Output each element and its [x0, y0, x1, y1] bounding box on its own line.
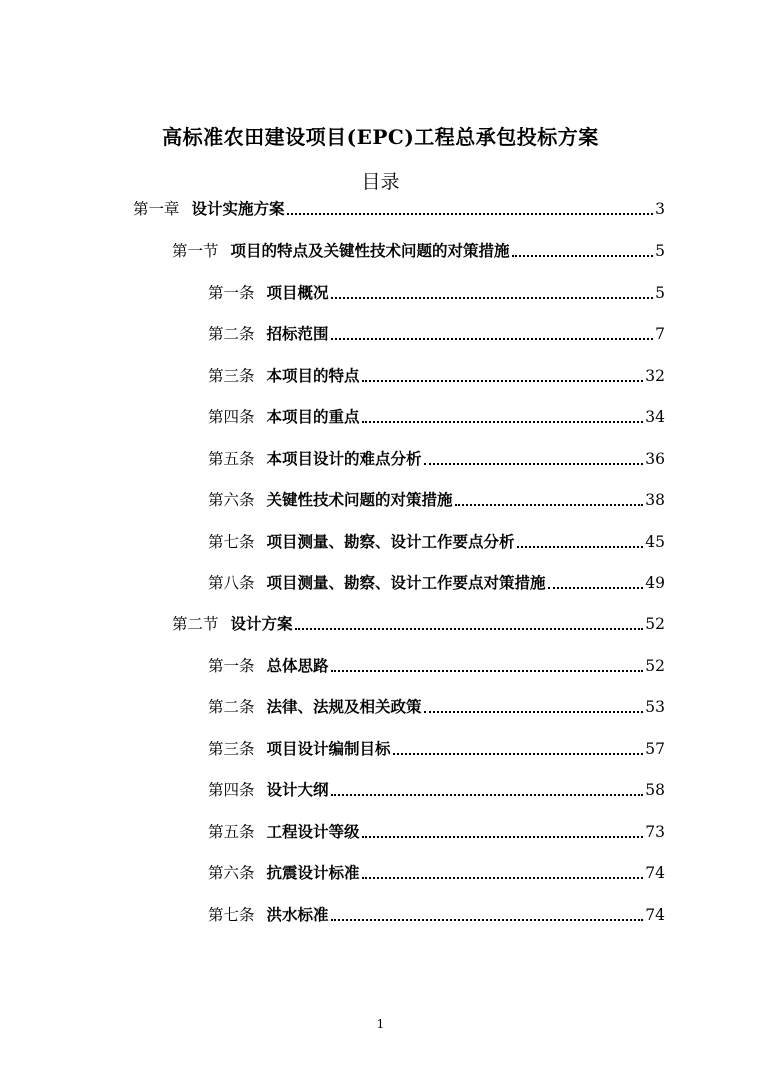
- toc-entry-page: 32: [645, 367, 665, 385]
- toc-entry-number: 第六条: [208, 491, 255, 509]
- toc-entry-number: 第四条: [208, 408, 255, 426]
- toc-entry-number: 第三条: [208, 740, 255, 758]
- toc-dot-leader: [393, 753, 644, 755]
- toc-entry-number: 第七条: [208, 906, 255, 924]
- toc-heading: 目录: [361, 171, 400, 193]
- toc-entry-page: 36: [645, 450, 665, 468]
- toc-entry-label: 本项目的重点: [266, 407, 360, 426]
- toc-entry-label: 设计实施方案: [191, 199, 285, 218]
- toc-entry-number: 第七条: [208, 533, 255, 551]
- toc-entry-section[interactable]: [172, 240, 665, 262]
- document-title: 高标准农田建设项目(EPC)工程总承包投标方案: [162, 125, 599, 149]
- toc-entry-label: 项目测量、勘察、设计工作要点对策措施: [266, 573, 546, 592]
- toc-entry-label: 本项目设计的难点分析: [266, 449, 422, 468]
- toc-dot-leader: [331, 670, 644, 672]
- toc-dot-leader: [424, 463, 644, 465]
- toc-entry-article[interactable]: [208, 779, 665, 801]
- toc-entry-label: 项目的特点及关键性技术问题的对策措施: [230, 241, 510, 260]
- toc-dot-leader: [287, 213, 654, 215]
- toc-entry-article[interactable]: [208, 821, 665, 843]
- toc-entry-number: 第一章: [133, 200, 180, 218]
- toc-dot-leader: [362, 877, 644, 879]
- toc-entry-page: 52: [645, 615, 665, 633]
- toc-entry-section[interactable]: [172, 613, 665, 635]
- toc-entry-page: 58: [645, 781, 665, 799]
- toc-dot-leader: [517, 546, 644, 548]
- toc-entry-label: 洪水标准: [266, 905, 329, 924]
- toc-entry-number: 第四条: [208, 781, 255, 799]
- page-number: 1: [376, 1017, 385, 1031]
- toc-entry-article[interactable]: [208, 904, 665, 926]
- toc-entry-article[interactable]: [208, 489, 665, 511]
- toc-dot-leader: [512, 255, 654, 257]
- toc-entry-page: 38: [645, 491, 665, 509]
- toc-entry-article[interactable]: [208, 406, 665, 428]
- toc-entry-article[interactable]: [208, 323, 665, 345]
- toc-entry-article[interactable]: [208, 738, 665, 760]
- toc-entry-number: 第一条: [208, 657, 255, 675]
- toc-entry-number: 第五条: [208, 450, 255, 468]
- toc-dot-leader: [455, 504, 644, 506]
- toc-entry-page: 73: [645, 823, 665, 841]
- toc-dot-leader: [331, 919, 644, 921]
- toc-entry-label: 设计方案: [230, 614, 293, 633]
- toc-entry-article[interactable]: [208, 448, 665, 470]
- toc-entry-article[interactable]: [208, 365, 665, 387]
- toc-dot-leader: [362, 836, 644, 838]
- toc-entry-page: 34: [645, 408, 665, 426]
- toc-entry-label: 总体思路: [266, 656, 329, 675]
- toc-entry-article[interactable]: [208, 282, 665, 304]
- toc-entry-page: 53: [645, 698, 665, 716]
- toc-entry-label: 项目测量、勘察、设计工作要点分析: [266, 532, 515, 551]
- toc-dot-leader: [331, 338, 654, 340]
- toc-dot-leader: [295, 628, 644, 630]
- toc-dot-leader: [331, 297, 654, 299]
- toc-entry-article[interactable]: [208, 572, 665, 594]
- toc-entry-label: 设计大纲: [266, 780, 329, 799]
- toc-entry-page: 57: [645, 740, 665, 758]
- toc-entry-label: 关键性技术问题的对策措施: [266, 490, 453, 509]
- toc-entry-number: 第一条: [208, 284, 255, 302]
- toc-entry-label: 项目设计编制目标: [266, 739, 391, 758]
- toc-entry-page: 49: [645, 574, 665, 592]
- toc-entry-number: 第三条: [208, 367, 255, 385]
- toc-entry-number: 第二条: [208, 325, 255, 343]
- toc-entry-page: 74: [645, 864, 665, 882]
- toc-dot-leader: [362, 380, 644, 382]
- toc-entry-number: 第六条: [208, 864, 255, 882]
- toc-entry-label: 本项目的特点: [266, 366, 360, 385]
- toc-entry-number: 第五条: [208, 823, 255, 841]
- toc-entry-page: 52: [645, 657, 665, 675]
- toc-entry-number: 第二节: [172, 615, 219, 633]
- toc-entry-label: 招标范围: [266, 324, 329, 343]
- toc-entry-article[interactable]: [208, 862, 665, 884]
- toc-entry-number: 第八条: [208, 574, 255, 592]
- toc-entry-page: 5: [655, 242, 665, 260]
- toc-dot-leader: [424, 711, 644, 713]
- toc-entry-page: 3: [655, 200, 665, 218]
- toc-entry-number: 第二条: [208, 698, 255, 716]
- toc-dot-leader: [331, 794, 644, 796]
- toc-entry-page: 45: [645, 533, 665, 551]
- toc-entry-article[interactable]: [208, 655, 665, 677]
- toc-entry-page: 7: [655, 325, 665, 343]
- toc-entry-label: 法律、法规及相关政策: [266, 697, 422, 716]
- toc-entry-label: 抗震设计标准: [266, 863, 360, 882]
- toc-entry-page: 74: [645, 906, 665, 924]
- toc-dot-leader: [362, 421, 644, 423]
- toc-entry-article[interactable]: [208, 531, 665, 553]
- toc-entry-number: 第一节: [172, 242, 219, 260]
- toc-entry-label: 项目概况: [266, 283, 329, 302]
- toc-entry-page: 5: [655, 284, 665, 302]
- toc-dot-leader: [548, 587, 644, 589]
- toc-entry-chapter[interactable]: [133, 198, 665, 220]
- toc-entry-label: 工程设计等级: [266, 822, 360, 841]
- toc-entry-article[interactable]: [208, 696, 665, 718]
